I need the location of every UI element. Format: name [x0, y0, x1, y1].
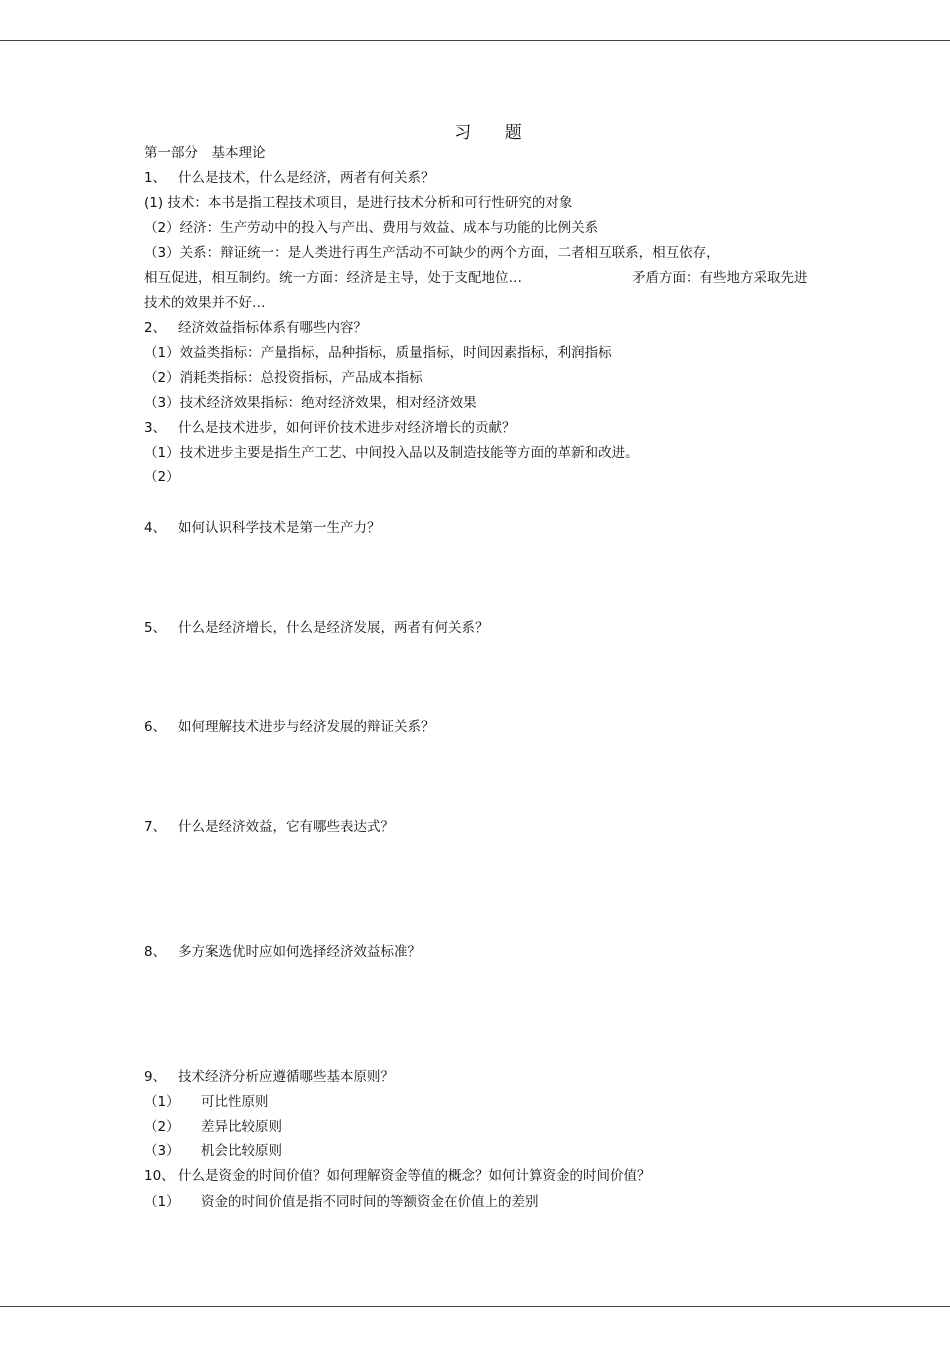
- footer-rule: [0, 1306, 950, 1307]
- question-7: [144, 818, 394, 836]
- question-text: 如何理解技术进步与经济发展的辩证关系？: [178, 719, 435, 735]
- question-number: 8、: [144, 944, 167, 960]
- question-number: 4、: [144, 520, 167, 536]
- question-text: 什么是技术，什么是经济，两者有何关系？: [178, 170, 435, 186]
- answer-3-1: （1）技术进步主要是指生产工艺、中间投入品以及制造技能等方面的革新和改进。: [144, 445, 639, 461]
- question-text: 什么是经济效益，它有哪些表达式？: [178, 819, 394, 835]
- list-item-text: 资金的时间价值是指不同时间的等额资金在价值上的差别: [201, 1194, 539, 1210]
- question-text: 什么是经济增长，什么是经济发展，两者有何关系？: [178, 620, 489, 636]
- list-item: [144, 1093, 269, 1111]
- list-item: [144, 1142, 282, 1160]
- question-10: [144, 1167, 651, 1185]
- question-number: 2、: [144, 320, 167, 336]
- question-number: 6、: [144, 719, 167, 735]
- answer-2-3: （3）技术经济效果指标：绝对经济效果，相对经济效果: [144, 395, 477, 411]
- list-item-text: 可比性原则: [201, 1094, 269, 1110]
- list-item-number: （1）: [144, 1194, 180, 1210]
- question-2: [144, 319, 367, 337]
- question-number: 3、: [144, 420, 167, 436]
- list-item-text: 机会比较原则: [201, 1143, 282, 1159]
- answer-1-3: （3）关系：辩证统一：是人类进行再生产活动不可缺少的两个方面，二者相互联系，相互依存，: [144, 245, 720, 261]
- question-text: 什么是技术进步，如何评价技术进步对经济增长的贡献？: [178, 420, 516, 436]
- question-4: [144, 519, 381, 537]
- question-5: [144, 619, 489, 637]
- answer-2-1: （1）效益类指标：产量指标，品种指标，质量指标，时间因素指标，利润指标: [144, 345, 612, 361]
- list-item-number: （1）: [144, 1094, 180, 1110]
- question-text: 经济效益指标体系有哪些内容？: [178, 320, 367, 336]
- question-number: 10、: [144, 1168, 175, 1184]
- list-item-number: （3）: [144, 1143, 180, 1159]
- question-number: 5、: [144, 620, 167, 636]
- question-8: [144, 943, 421, 961]
- header-rule: [0, 40, 950, 41]
- answer-3-2: （2）: [144, 469, 180, 485]
- question-text: 如何认识科学技术是第一生产力？: [178, 520, 381, 536]
- question-3: [144, 419, 516, 437]
- page-title: 习 题: [454, 123, 536, 143]
- answer-2-2: （2）消耗类指标：总投资指标，产品成本指标: [144, 370, 423, 386]
- list-item: [144, 1193, 539, 1211]
- section-heading: 第一部分 基本理论: [144, 145, 266, 161]
- list-item-number: （2）: [144, 1119, 180, 1135]
- question-6: [144, 718, 435, 736]
- question-number: 9、: [144, 1069, 167, 1085]
- list-item-text: 差异比较原则: [201, 1119, 282, 1135]
- question-1: [144, 169, 435, 187]
- answer-1-4-right: 矛盾方面：有些地方采取先进: [632, 270, 808, 286]
- question-number: 1、: [144, 170, 167, 186]
- list-item: [144, 1118, 282, 1136]
- question-text: 什么是资金的时间价值？如何理解资金等值的概念？如何计算资金的时间价值？: [178, 1168, 651, 1184]
- answer-1-4: [144, 269, 844, 287]
- answer-1-2: （2）经济：生产劳动中的投入与产出、费用与效益、成本与功能的比例关系: [144, 220, 599, 236]
- answer-1-4-left: 相互促进，相互制约。统一方面：经济是主导，处于支配地位…: [144, 270, 522, 286]
- answer-1-5: 技术的效果并不好…: [144, 295, 266, 311]
- question-text: 技术经济分析应遵循哪些基本原则？: [178, 1069, 394, 1085]
- answer-1-1: (1) 技术：本书是指工程技术项目，是进行技术分析和可行性研究的对象: [144, 195, 573, 211]
- question-text: 多方案选优时应如何选择经济效益标准？: [178, 944, 421, 960]
- question-number: 7、: [144, 819, 167, 835]
- question-9: [144, 1068, 394, 1086]
